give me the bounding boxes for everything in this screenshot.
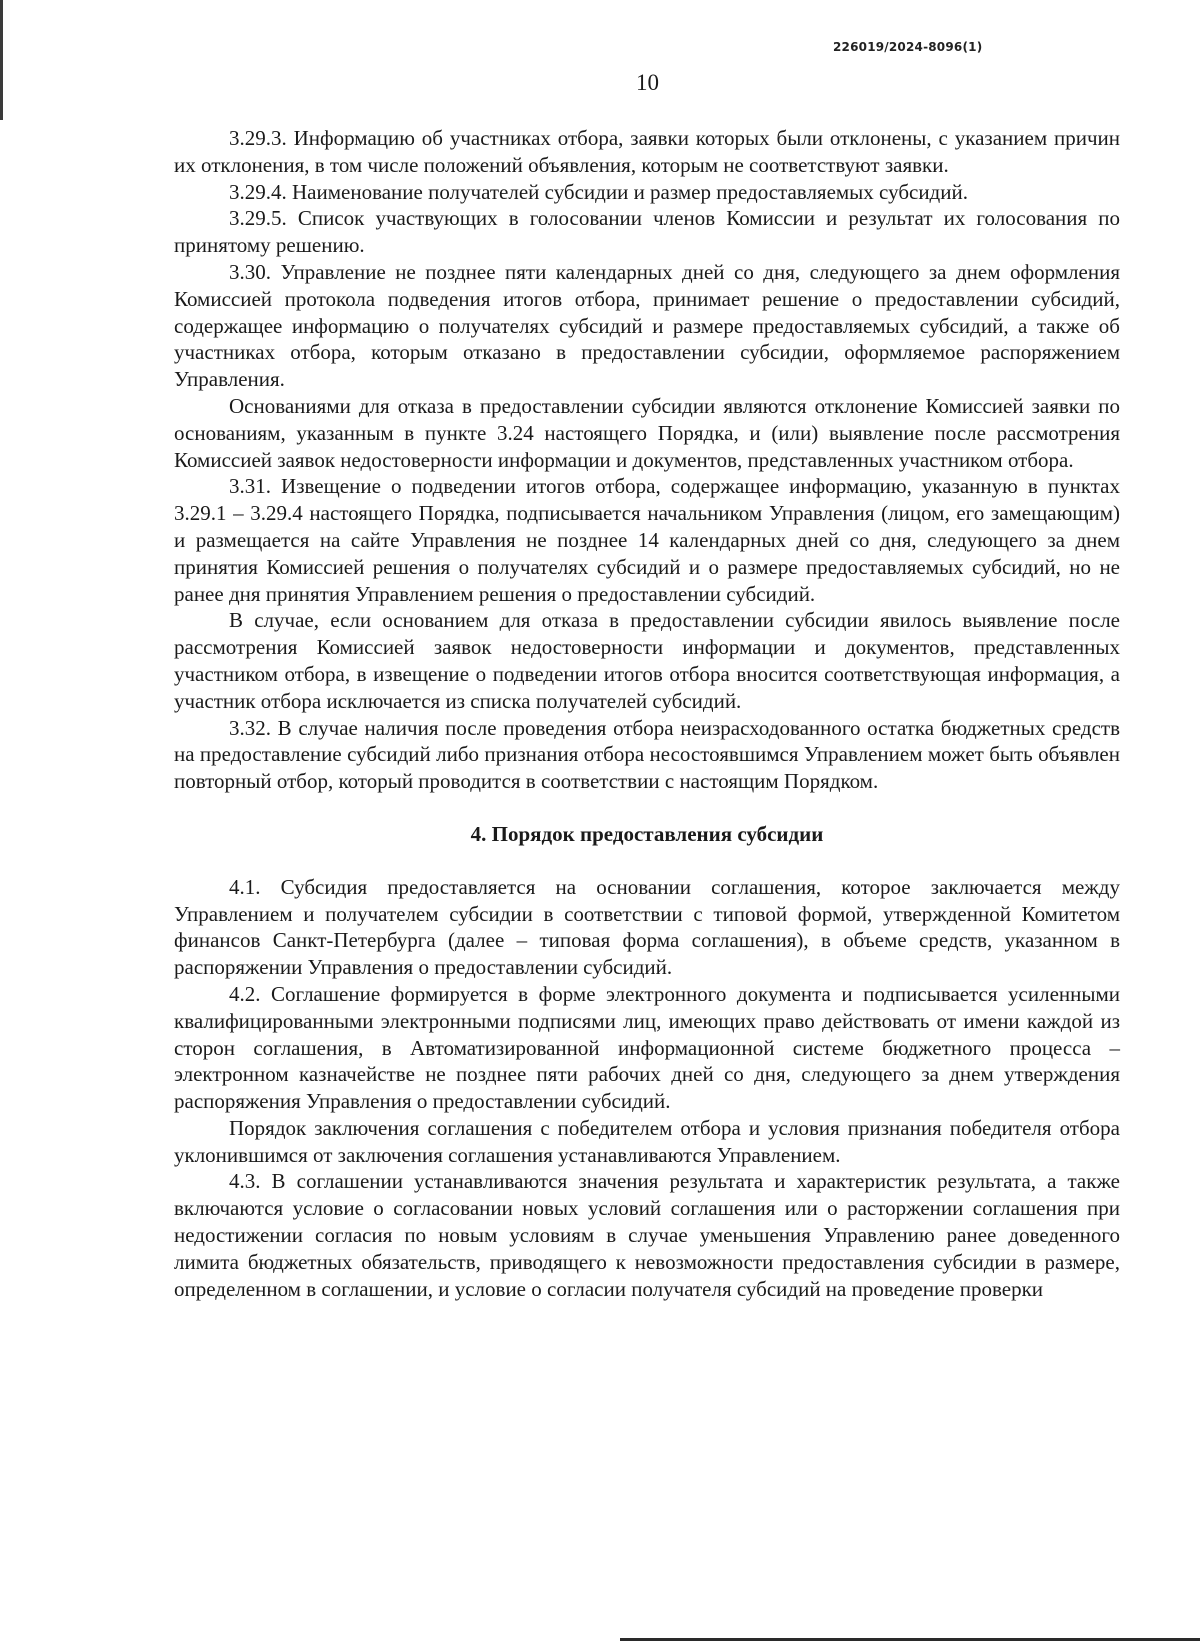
paragraph-3-29-4: 3.29.4. Наименование получателей субсидии и размер предоставляемых субсидий.: [229, 179, 968, 204]
scan-edge-left: [0, 0, 3, 120]
paragraph-3-30: 3.30. Управление не позднее пяти календарных дней со дня, следующего за днем оформления Комиссией протокола подведения итогов отбора, принимает решение о предоставлении субсидий, содержащее информацию о получателях субсидий и размере предоставляемых субсидий, а также об участниках отбора, которым отказано в предоставлении субсидии, оформляемое распоряжением Управления.: [174, 259, 1120, 392]
paragraph-3-31: 3.31. Извещение о подведении итогов отбора, содержащее информацию, указанную в пунктах 3.29.1 – 3.29.4 настоящего Порядка, подписывается начальником Управления (лицом, его замещающим) и размещается на сайте Управления не позднее 14 календарных дней со дня, следующего за днем принятия Комиссией решения о получателях субсидий и о размере предоставляемых субсидий, но не ранее дня принятия Управлением решения о предоставлении субсидий.: [174, 474, 1120, 606]
paragraph-3-29-3: 3.29.3. Информацию об участниках отбора, заявки которых были отклонены, с указанием причин их отклонения, в том числе положений объявления, которым не соответствуют заявки.: [174, 126, 1120, 177]
paragraph-4-2: 4.2. Соглашение формируется в форме электронного документа и подписывается усиленными квалифицированными электронными подписями лиц, имеющих право действовать от имени каждой из сторон соглашения, в Автоматизированной информационной системе бюджетного процесса – электронном казначействе не позднее пяти рабочих дней со дня, следующего за днем утверждения распоряжения Управления о предоставлении субсидий.: [174, 981, 1120, 1114]
paragraph-agreement-procedure: Порядок заключения соглашения с победителем отбора и условия признания победителя отбора уклонившимся от заключения соглашения устанавливаются Управлением.: [174, 1115, 1120, 1167]
paragraph-refusal-notice: В случае, если основанием для отказа в предоставлении субсидии явилось выявление после рассмотрения Комиссией заявок недостоверности информации и документов, представленных участником отбора, в извещение о подведении итогов отбора вносится соответствующая информация, а участник отбора исключается из списка получателей субсидий.: [174, 608, 1120, 713]
paragraph-3-32: 3.32. В случае наличия после проведения отбора неизрасходованного остатка бюджетных средств на предоставление субсидий либо признания отбора несостоявшимся Управлением может быть объявлен повторный отбор, который проводится в соответствии с настоящим Порядком.: [174, 715, 1120, 794]
paragraph-4-3: 4.3. В соглашении устанавливаются значения результата и характеристик результата, а также включаются условие о согласовании новых условий соглашения или о расторжении соглашения при недостижении согласия по новым условиям в случае уменьшения Управлению ранее доведенного лимита бюджетных обязательств, приводящего к невозможности предоставления субсидии в размере, определенном в соглашении, и условие о согласии получателя субсидий на проведение проверки: [174, 1169, 1120, 1301]
section-heading: 4. Порядок предоставления субсидии: [470, 821, 824, 846]
paragraph-3-29-5: 3.29.5. Список участвующих в голосовании членов Комиссии и результат их голосования по принятому решению.: [174, 206, 1120, 258]
document-body: [174, 125, 1120, 1302]
page-number: 10: [636, 70, 659, 95]
paragraph-4-1: 4.1. Субсидия предоставляется на основании соглашения, которое заключается между Управлением и получателем субсидии в соответствии с типовой формой, утвержденной Комитетом финансов Санкт-Петербурга (далее – типовая форма соглашения), в объеме средств, указанном в распоряжении Управления о предоставлении субсидий.: [174, 874, 1120, 980]
document-id: 226019/2024-8096(1): [833, 40, 983, 54]
paragraph-refusal-grounds: Основаниями для отказа в предоставлении субсидии являются отклонение Комиссией заявки по основаниям, указанным в пункте 3.24 настоящего Порядка, и (или) выявление после рассмотрения Комиссией заявок недостоверности информации и документов, представленных участником отбора.: [174, 393, 1120, 472]
